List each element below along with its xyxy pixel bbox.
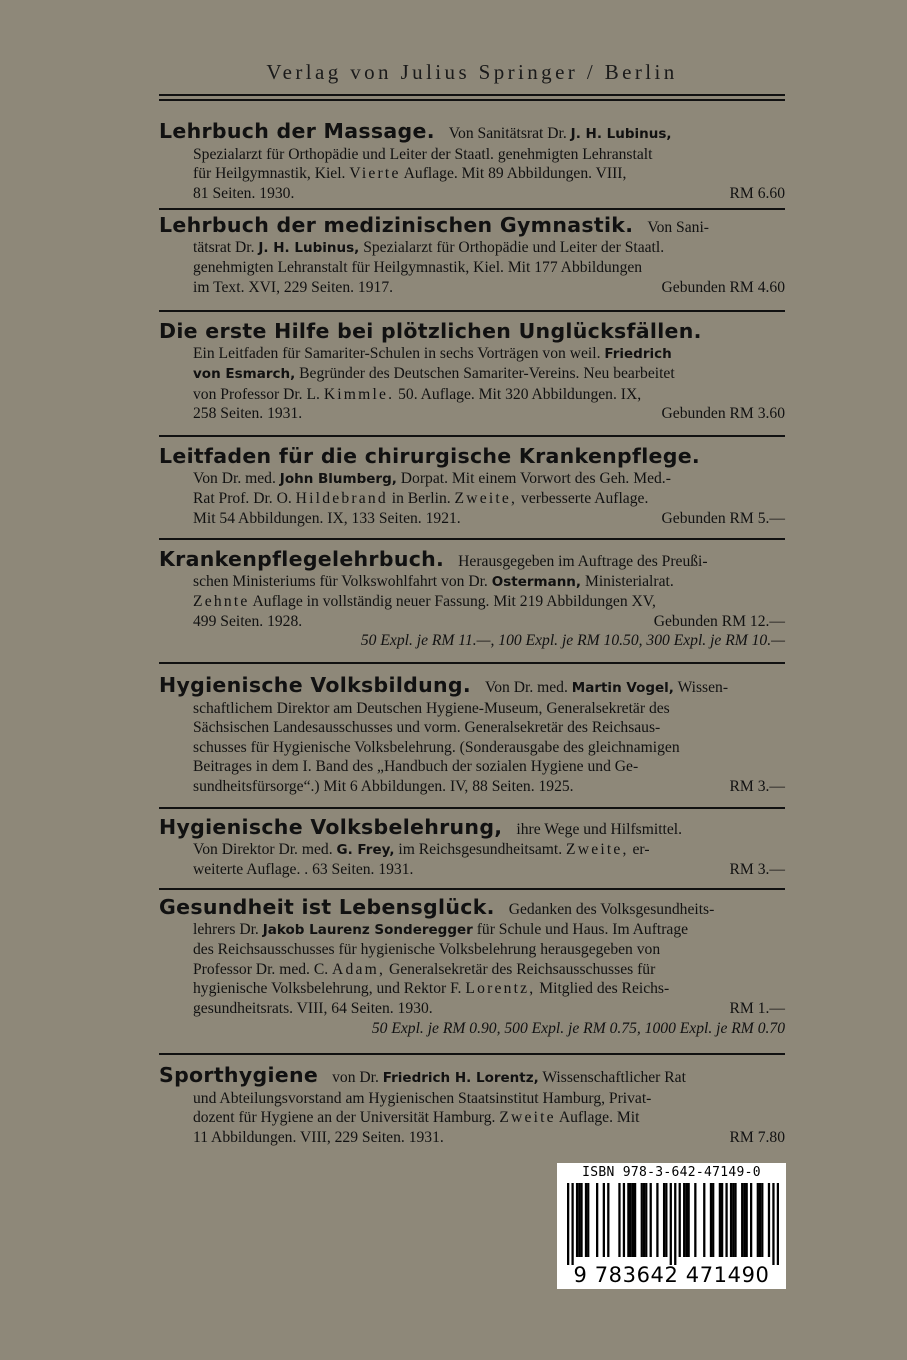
ean-digits: 9 783642 471490 bbox=[573, 1263, 770, 1287]
book-entry-lebensglueck: Gesundheit ist Lebensglück. Gedanken des Volksgesundheits- lehrers Dr. Jakob Laurenz Sonderegger für Schule und Haus. Im Auftrage des Reichsausschusses für hygienische Volksbelehrung herausgegeben von Professor Dr. med. C. Adam, Generalsekretär des Reichsausschusses für hygienische Volksbelehrung, und Rektor F. Lorentz, Mitglied des Reichs- gesundheitsrats. VIII, 64 Seiten. 1930. RM 1.— 50 Expl. je RM 0.90, 500 Expl. je RM 0.75, 1000 Expl. je RM 0.70 bbox=[159, 895, 785, 1037]
price: Gebunden RM 5.— bbox=[661, 509, 785, 527]
author-name: von Esmarch, bbox=[193, 366, 296, 383]
price: RM 3.— bbox=[729, 861, 785, 879]
barcode-bar bbox=[643, 1183, 645, 1257]
barcode-bar bbox=[694, 1183, 696, 1257]
barcode-bar bbox=[679, 1183, 681, 1257]
book-entry-volksbelehrung: Hygienische Volksbelehrung, ihre Wege und Hilfsmittel. Von Direktor Dr. med. G. Frey, im Reichsgesundheitsamt. Zweite, er- weiterte Auflage. . 63 Seiten. 1931. RM 3.— bbox=[159, 815, 785, 879]
barcode-bar bbox=[688, 1183, 690, 1257]
barcode-bar bbox=[670, 1183, 672, 1265]
book-title: Die erste Hilfe bei plötzlichen Unglücksfällen. bbox=[159, 319, 702, 343]
book-title: Hygienische Volksbildung. bbox=[159, 673, 471, 697]
barcode-bar bbox=[768, 1183, 770, 1257]
barcode-bar bbox=[746, 1183, 748, 1257]
barcode-bar bbox=[632, 1183, 634, 1257]
barcode-bar bbox=[772, 1183, 774, 1265]
barcode-bar bbox=[683, 1183, 685, 1257]
separator bbox=[159, 310, 785, 312]
barcode-bar bbox=[721, 1183, 723, 1257]
barcode-bar bbox=[585, 1183, 587, 1257]
barcode-bar bbox=[741, 1183, 743, 1257]
barcode-bar bbox=[629, 1183, 631, 1257]
book-title: Sporthygiene bbox=[159, 1063, 319, 1087]
price: Gebunden RM 12.— bbox=[653, 612, 785, 630]
book-title: Leitfaden für die chirurgische Krankenpflege. bbox=[159, 444, 701, 468]
barcode-bar bbox=[757, 1183, 759, 1257]
barcode-bar bbox=[712, 1183, 714, 1257]
barcode-bar bbox=[732, 1183, 734, 1257]
book-title: Hygienische Volksbelehrung, bbox=[159, 815, 503, 839]
publisher-header: Verlag von Julius Springer / Berlin bbox=[266, 60, 678, 84]
barcode-bar bbox=[719, 1183, 721, 1257]
barcode-bar bbox=[656, 1183, 658, 1257]
barcode-bar bbox=[777, 1183, 779, 1265]
book-entry-krankenpflege-leitfaden: Leitfaden für die chirurgische Krankenpflege. Von Dr. med. John Blumberg, Dorpat. Mit einem Vorwort des Geh. Med.- Rat Prof. Dr. O. Hildebrand in Berlin. Zweite, verbesserte Auflage. Mit 54 Abbildungen. IX, 133 Seiten. 1921. Gebunden RM 5.— bbox=[159, 444, 785, 527]
price: Gebunden RM 4.60 bbox=[661, 278, 785, 296]
barcode-bar bbox=[750, 1183, 752, 1257]
separator bbox=[159, 435, 785, 437]
book-entry-erste-hilfe: Die erste Hilfe bei plötzlichen Unglücksfällen. Ein Leitfaden für Samariter-Schulen in sechs Vorträgen von weil. Friedrich von Esmarch, Begründer des Deutschen Samariter-Vereins. Neu bearbeitet von Professor Dr. L. Kimmle. 50. Auflage. Mit 320 Abbildungen. IX, 258 Seiten. 1931. Gebunden RM 3.60 bbox=[159, 319, 785, 423]
bulk-pricing: 50 Expl. je RM 11.—, 100 Expl. je RM 10.50, 300 Expl. je RM 10.— bbox=[360, 632, 785, 650]
author-name: Ostermann, bbox=[491, 573, 582, 590]
barcode-bar bbox=[674, 1183, 676, 1265]
barcode-bar bbox=[663, 1183, 665, 1257]
barcode-bar bbox=[567, 1183, 569, 1265]
barcode-bar bbox=[743, 1183, 745, 1257]
barcode-bar bbox=[618, 1183, 620, 1257]
book-entry-sporthygiene: Sporthygiene von Dr. Friedrich H. Lorentz, Wissenschaftlicher Rat und Abteilungsvorstand am Hygienischen Staatsinstitut Hamburg, Privat- dozent für Hygiene an der Universität Hamburg. Zweite Auflage. Mit 11 Abbildungen. VIII, 229 Seiten. 1931. RM 7.80 bbox=[159, 1063, 785, 1146]
book-entry-massage: Lehrbuch der Massage. Von Sanitätsrat Dr. J. H. Lubinus, Spezialarzt für Orthopädie und Leiter der Staatl. genehmigten Lehranstalt für Heilgymnastik, Kiel. Vierte Auflage. Mit 89 Abbildungen. VIII, 81 Seiten. 1930. RM 6.60 bbox=[159, 119, 785, 202]
barcode-bar bbox=[730, 1183, 732, 1257]
price: RM 7.80 bbox=[729, 1128, 785, 1146]
isbn-barcode bbox=[557, 1163, 786, 1289]
author-name: John Blumberg, bbox=[279, 470, 397, 487]
price: Gebunden RM 3.60 bbox=[661, 405, 785, 423]
barcode-bar bbox=[603, 1183, 605, 1257]
barcode-bar bbox=[634, 1183, 636, 1257]
author-name: Jakob Laurenz Sonderegger bbox=[262, 921, 473, 938]
book-entry-volksbildung: Hygienische Volksbildung. Von Dr. med. Martin Vogel, Wissen- schaftlichem Direktor am Deutschen Hygiene-Museum, Generalsekretär des Sächsischen Landesausschusses und vorm. Generalsekretär des Reichsaus- schusses für Hygienische Volksbelehrung. (Sonderausgabe des gleichnamigen Beitrages in dem I. Band des „Handbuch der sozialen Hygiene und Ge- sundheitsfürsorge“.) Mit 6 Abbildungen. IV, 88 Seiten. 1925. RM 3.— bbox=[159, 673, 785, 795]
barcode-bar bbox=[623, 1183, 625, 1257]
barcode-bar bbox=[576, 1183, 578, 1257]
barcode-bar bbox=[571, 1183, 573, 1265]
separator bbox=[159, 662, 785, 664]
separator bbox=[159, 1053, 785, 1055]
separator bbox=[159, 807, 785, 809]
barcode-bar bbox=[607, 1183, 609, 1257]
barcode-bar bbox=[685, 1183, 687, 1257]
author-name: Martin Vogel, bbox=[571, 680, 674, 696]
price: RM 3.— bbox=[729, 777, 785, 795]
book-title: Lehrbuch der medizinischen Gymnastik. bbox=[159, 213, 634, 237]
book-entry-krankenpflegelehrbuch: Krankenpflegelehrbuch. Herausgegeben im Auftrage des Preußi- schen Ministeriums für Volkswohlfahrt von Dr. Ostermann, Ministerialrat. Zehnte Auflage in vollständig neuer Fassung. Mit 219 Abbildungen XV, 499 Seiten. 1928. Gebunden RM 12.— 50 Expl. je RM 11.—, 100 Expl. je RM 10.50, 300 Expl. je RM 10.— bbox=[159, 547, 785, 650]
barcode-bar bbox=[761, 1183, 763, 1257]
author-name: Friedrich bbox=[604, 345, 672, 362]
author-name: Friedrich H. Lorentz, bbox=[382, 1070, 539, 1086]
barcode-bar bbox=[580, 1183, 582, 1257]
isbn-label: ISBN 978-3-642-47149-0 bbox=[582, 1165, 761, 1180]
barcode-bar bbox=[759, 1183, 761, 1257]
barcode-bar bbox=[650, 1183, 652, 1257]
barcode-bar bbox=[645, 1183, 647, 1257]
separator bbox=[159, 538, 785, 540]
book-title: Gesundheit ist Lebensglück. bbox=[159, 895, 495, 919]
barcode-bar bbox=[725, 1183, 727, 1257]
book-entry-gymnastik: Lehrbuch der medizinischen Gymnastik. Von Sani- tätsrat Dr. J. H. Lubinus, Spezialarzt für Orthopädie und Leiter der Staatl. genehmigten Lehranstalt für Heilgymnastik, Kiel. Mit 177 Abbildungen im Text. XVI, 229 Seiten. 1917. Gebunden RM 4.60 bbox=[159, 213, 785, 296]
barcode-bars bbox=[567, 1183, 779, 1265]
barcode-bar bbox=[665, 1183, 667, 1257]
barcode-bar bbox=[703, 1183, 705, 1257]
author-name: G. Frey, bbox=[336, 841, 395, 858]
separator bbox=[159, 888, 785, 890]
barcode-bar bbox=[578, 1183, 580, 1257]
bulk-pricing: 50 Expl. je RM 0.90, 500 Expl. je RM 0.75, 1000 Expl. je RM 0.70 bbox=[371, 1019, 785, 1037]
barcode-bar bbox=[587, 1183, 589, 1257]
book-title: Lehrbuch der Massage. bbox=[159, 119, 435, 143]
barcode-bar bbox=[710, 1183, 712, 1257]
price: RM 6.60 bbox=[729, 184, 785, 202]
book-title: Krankenpflegelehrbuch. bbox=[159, 547, 445, 571]
header-double-rule bbox=[159, 94, 785, 101]
author-name: J. H. Lubinus, bbox=[570, 126, 672, 142]
separator bbox=[159, 208, 785, 210]
barcode-bar bbox=[641, 1183, 643, 1257]
barcode-bar bbox=[596, 1183, 598, 1257]
barcode-bar bbox=[627, 1183, 629, 1257]
barcode-bar bbox=[734, 1183, 736, 1257]
author-name: J. H. Lubinus, bbox=[258, 239, 360, 256]
price: RM 1.— bbox=[729, 999, 785, 1017]
